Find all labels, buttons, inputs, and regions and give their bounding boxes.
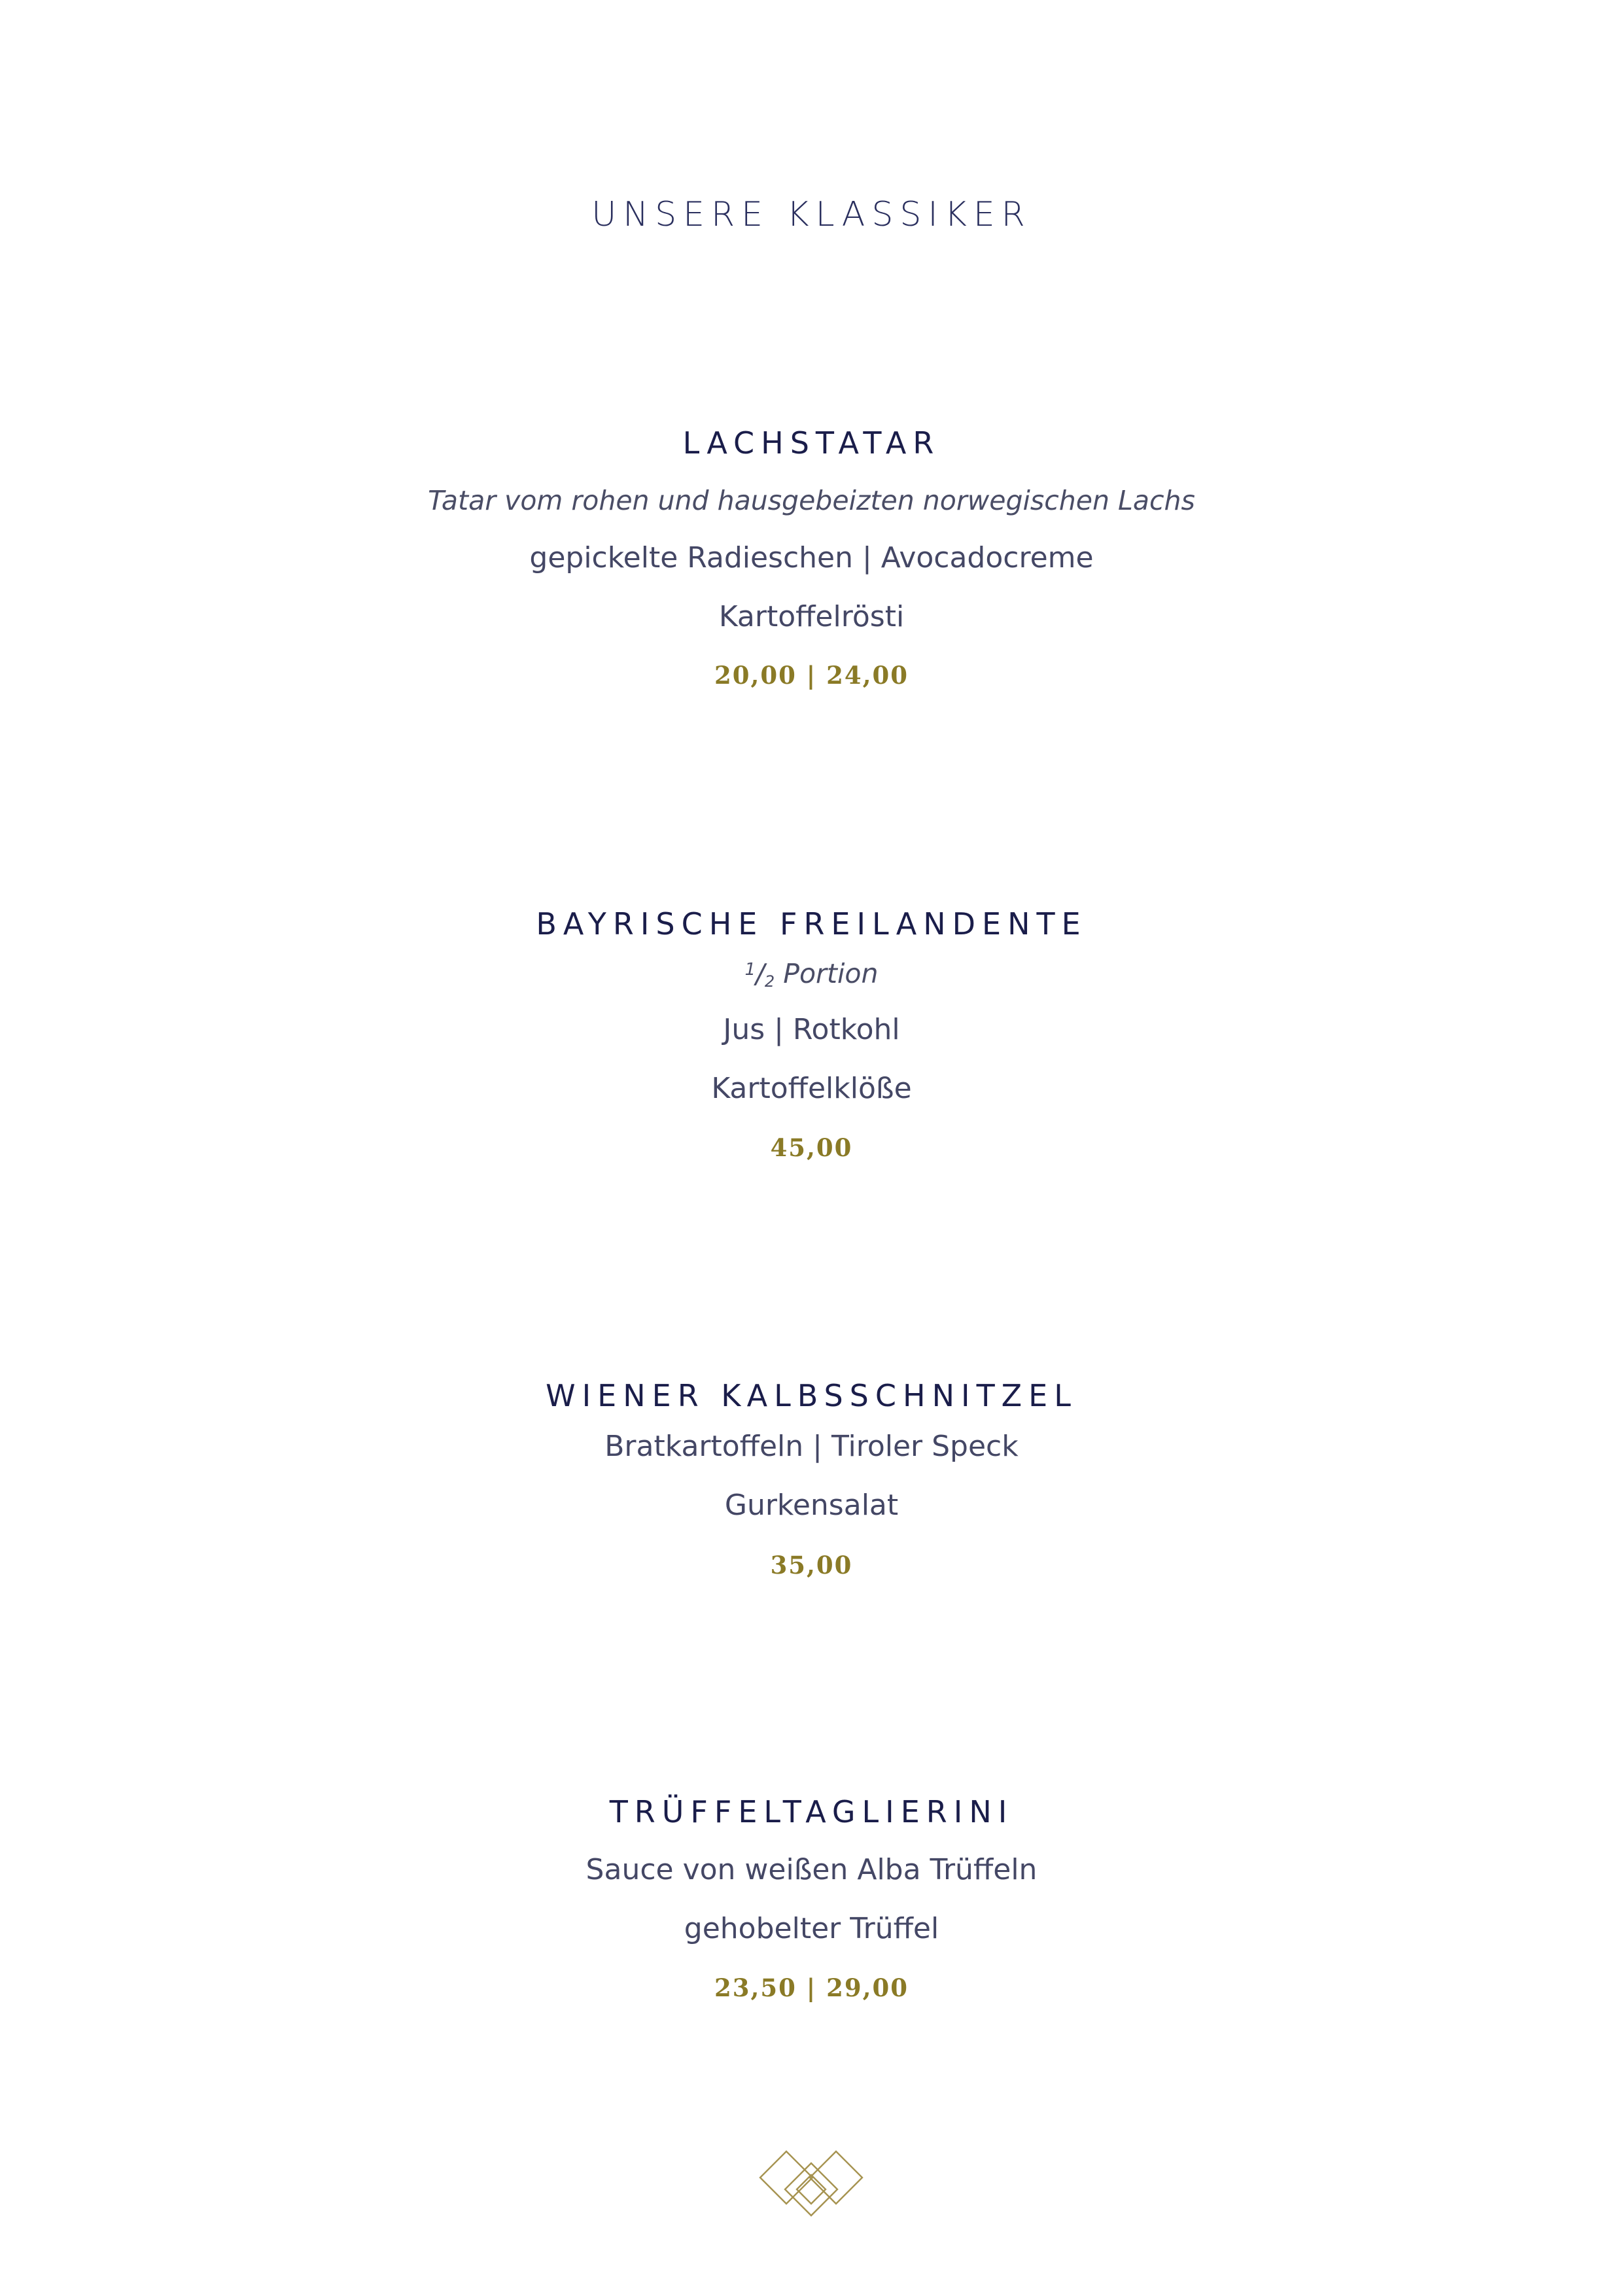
dish-description-line: Kartoffelklöße bbox=[711, 1072, 912, 1105]
dish-name: LACHSTATAR bbox=[682, 425, 941, 461]
dish-name: BAYRISCHE FREILANDENTE bbox=[536, 906, 1087, 942]
interlocking-diamonds-icon bbox=[739, 2146, 883, 2231]
dish-description-line: Sauce von weißen Alba Trüffeln bbox=[585, 1853, 1038, 1886]
page-title: UNSERE KLASSIKER bbox=[591, 195, 1032, 234]
dish-description-line: Kartoffelrösti bbox=[718, 600, 905, 633]
portion-slash: / bbox=[756, 958, 765, 989]
dish-description-line: gepickelte Radieschen | Avocadocreme bbox=[529, 541, 1094, 574]
dish-price: 45,00 bbox=[770, 1133, 853, 1162]
dish-name: WIENER KALBSSCHNITZEL bbox=[546, 1378, 1077, 1413]
dish-subtitle: Tatar vom rohen und hausgebeizten norwegischen Lachs bbox=[428, 485, 1195, 516]
dish-description-line: gehobelter Trüffel bbox=[684, 1912, 939, 1945]
dish-price: 35,00 bbox=[770, 1551, 853, 1580]
dish-name: TRÜFFELTAGLIERINI bbox=[609, 1794, 1014, 1829]
dish-price: 20,00 | 24,00 bbox=[714, 661, 909, 690]
dish-description-line: Bratkartoffeln | Tiroler Speck bbox=[604, 1430, 1019, 1463]
portion-denominator: 2 bbox=[764, 972, 775, 991]
dish-price: 23,50 | 29,00 bbox=[714, 1973, 909, 2002]
dish-description-line: Jus | Rotkohl bbox=[723, 1013, 900, 1046]
portion-label: Portion bbox=[783, 958, 879, 989]
dish-description-line: Gurkensalat bbox=[724, 1489, 899, 1522]
portion-numerator: 1 bbox=[744, 960, 756, 980]
dish-portion bbox=[0, 958, 1623, 991]
